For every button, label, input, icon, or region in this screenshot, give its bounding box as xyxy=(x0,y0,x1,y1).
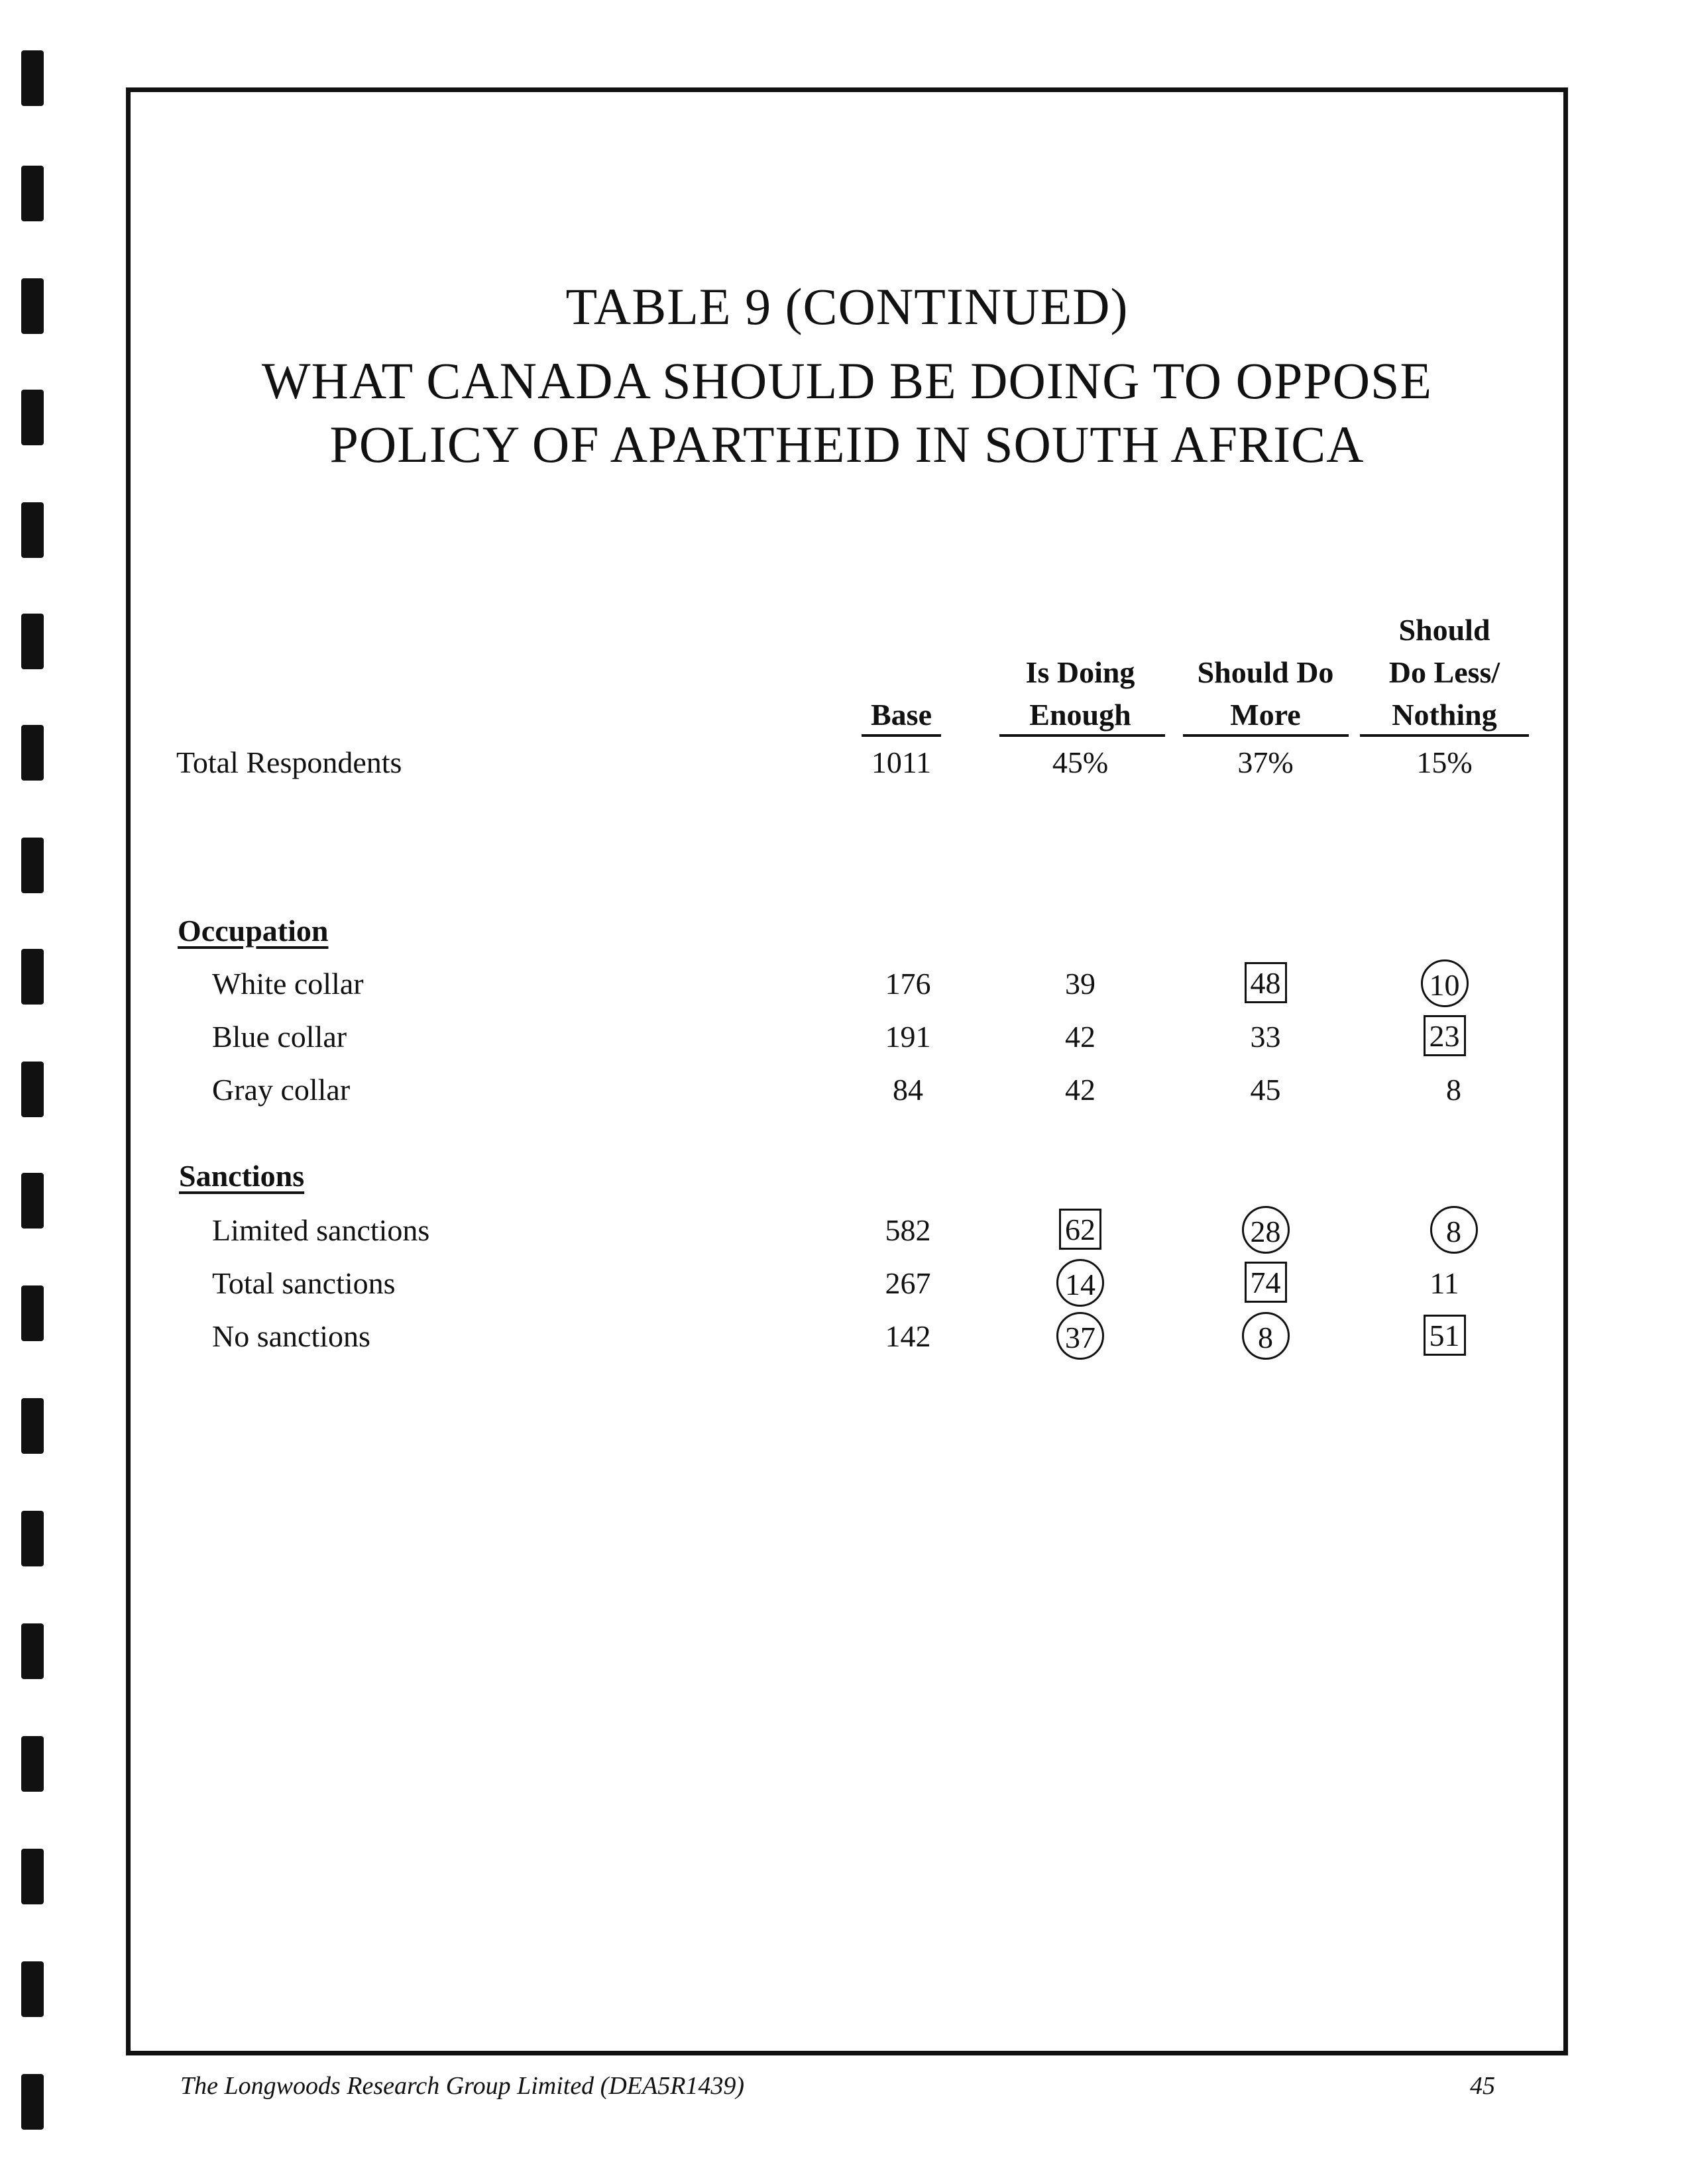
row-base: 582 xyxy=(885,1213,931,1247)
circled-value: 28 xyxy=(1242,1206,1290,1254)
row-base: 176 xyxy=(885,967,931,1001)
row-should-do-less xyxy=(1369,1215,1538,1254)
row-should-do-more: 45 xyxy=(1250,1073,1281,1107)
binding-hole xyxy=(21,1398,44,1454)
binding-hole xyxy=(21,50,44,106)
circled-value: 8 xyxy=(1242,1312,1290,1360)
header-is-doing-enough-underline xyxy=(999,734,1165,737)
binding-hole xyxy=(21,278,44,334)
header-should-do-more-underline xyxy=(1183,734,1349,737)
boxed-value: 51 xyxy=(1424,1315,1466,1356)
row-should-do-more xyxy=(1181,1321,1350,1360)
row-should-do-less xyxy=(1360,969,1529,1007)
row-is-doing-enough: 42 xyxy=(1065,1073,1095,1107)
binding-hole xyxy=(21,1511,44,1566)
circled-value: 14 xyxy=(1056,1259,1104,1307)
binding-hole xyxy=(21,1173,44,1228)
header-should-do-less-line-1: Should xyxy=(1398,613,1490,647)
row-is-doing-enough xyxy=(997,1268,1163,1307)
binding-hole xyxy=(21,614,44,669)
circled-value: 8 xyxy=(1430,1206,1478,1254)
circled-value: 10 xyxy=(1421,959,1469,1007)
total-respondents-base: 1011 xyxy=(871,745,932,779)
row-base: 84 xyxy=(893,1073,923,1107)
boxed-value: 48 xyxy=(1245,962,1287,1003)
row-label: Total sanctions xyxy=(212,1266,396,1300)
header-should-do-less-line-2: Do Less/ xyxy=(1388,655,1500,689)
total-respondents-is-doing-enough: 45% xyxy=(1052,745,1109,779)
row-label: Gray collar xyxy=(212,1073,351,1107)
table-subtitle-line-1: WHAT CANADA SHOULD BE DOING TO OPPOSE xyxy=(261,352,1433,410)
row-should-do-more: 33 xyxy=(1250,1020,1281,1054)
row-should-do-less xyxy=(1360,1015,1529,1056)
binding-hole xyxy=(21,838,44,893)
row-should-do-less: 8 xyxy=(1446,1073,1461,1107)
page-number: 45 xyxy=(1470,2072,1495,2100)
binding-hole xyxy=(21,1849,44,1904)
header-should-do-less-underline xyxy=(1360,734,1529,737)
row-is-doing-enough xyxy=(997,1321,1163,1360)
row-label: Blue collar xyxy=(212,1020,347,1054)
header-is-doing-enough-line-1: Is Doing xyxy=(1025,655,1135,689)
row-label: Limited sanctions xyxy=(212,1213,430,1247)
boxed-value: 74 xyxy=(1245,1262,1287,1303)
boxed-value: 23 xyxy=(1424,1015,1466,1056)
row-label: White collar xyxy=(212,967,364,1001)
binding-hole xyxy=(21,390,44,445)
header-should-do-more-line-2: More xyxy=(1230,698,1301,732)
binding-hole xyxy=(21,2074,44,2130)
binding-hole xyxy=(21,1736,44,1792)
binding-hole xyxy=(21,166,44,221)
row-base: 267 xyxy=(885,1266,931,1300)
header-is-doing-enough-line-2: Enough xyxy=(1029,698,1131,732)
footer-publisher: The Longwoods Research Group Limited (DEA5R1439) xyxy=(180,2072,745,2100)
binding-hole xyxy=(21,1285,44,1341)
header-base: Base xyxy=(871,698,932,732)
row-should-do-more xyxy=(1181,1215,1350,1254)
row-should-do-more xyxy=(1181,1262,1350,1303)
table-title: TABLE 9 (CONTINUED) xyxy=(565,278,1129,335)
header-should-do-less-line-3: Nothing xyxy=(1392,698,1497,732)
binding-hole xyxy=(21,502,44,558)
row-should-do-less xyxy=(1360,1315,1529,1356)
total-respondents-should-do-more: 37% xyxy=(1237,745,1294,779)
binding-hole xyxy=(21,1623,44,1679)
binding-hole xyxy=(21,949,44,1005)
binding-hole xyxy=(21,1062,44,1117)
header-base-underline xyxy=(862,734,941,737)
boxed-value: 62 xyxy=(1059,1209,1101,1250)
row-is-doing-enough: 42 xyxy=(1065,1020,1095,1054)
section-title-occupation: Occupation xyxy=(178,914,329,948)
row-is-doing-enough: 39 xyxy=(1065,967,1095,1001)
row-base: 191 xyxy=(885,1020,931,1054)
row-base: 142 xyxy=(885,1319,931,1353)
total-respondents-should-do-less: 15% xyxy=(1416,745,1473,779)
row-label: No sanctions xyxy=(212,1319,370,1353)
section-title-sanctions: Sanctions xyxy=(179,1159,305,1193)
row-should-do-more xyxy=(1181,962,1350,1003)
row-should-do-less: 11 xyxy=(1430,1266,1459,1300)
header-should-do-more-line-1: Should Do xyxy=(1197,655,1334,689)
row-is-doing-enough xyxy=(997,1209,1163,1250)
table-subtitle-line-2: POLICY OF APARTHEID IN SOUTH AFRICA xyxy=(329,415,1365,473)
binding-hole xyxy=(21,725,44,781)
binding-hole xyxy=(21,1961,44,2017)
total-respondents-label: Total Respondents xyxy=(176,745,402,779)
circled-value: 37 xyxy=(1056,1312,1104,1360)
